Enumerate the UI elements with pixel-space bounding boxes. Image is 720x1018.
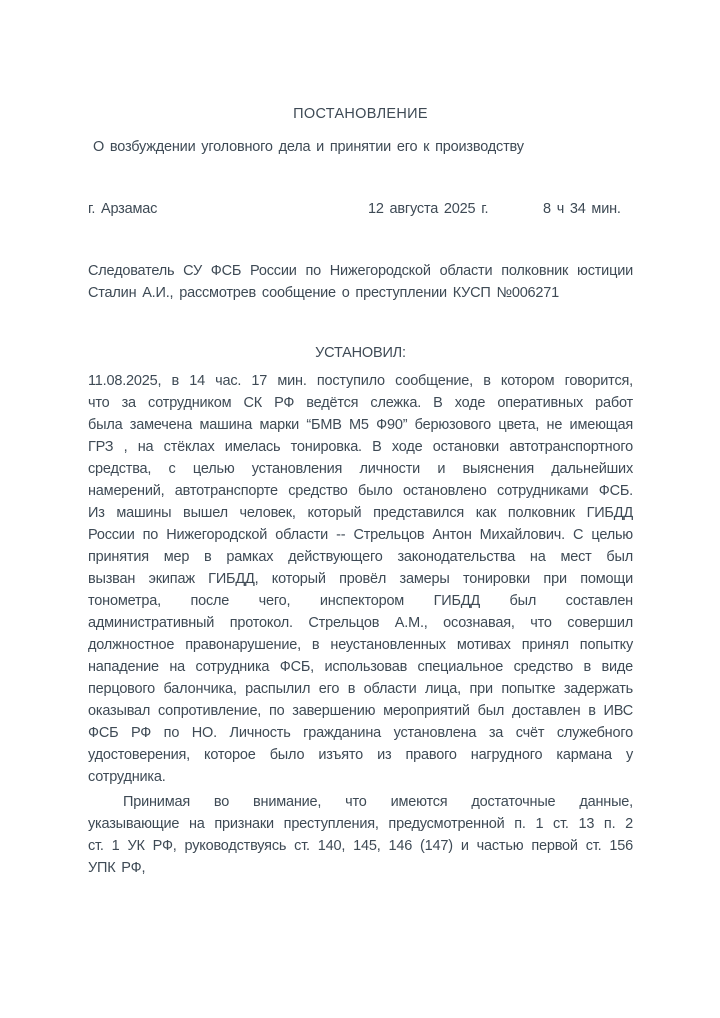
text-line: России по Нижегородской области -- Стрельцов Антон Михайлович. С целью xyxy=(88,527,633,543)
text-line: перцового балончика, распылил его в области лица, при попытке задержать xyxy=(88,681,633,697)
dateline-date: 12 августа 2025 г. xyxy=(368,201,489,217)
body-paragraph xyxy=(88,370,633,788)
body-paragraphs xyxy=(88,370,633,879)
text-line: ФСБ РФ по НО. Личность гражданина установлена за счёт служебного xyxy=(88,725,633,741)
text-line: вызван экипаж ГИБДД, который провёл замеры тонировки при помощи xyxy=(88,571,633,587)
text-line: указывающие на признаки преступления, предусмотренной п. 1 ст. 13 п. 2 xyxy=(88,816,633,832)
text-line: была замечена машина марки “БМВ М5 Ф90” берюзового цвета, не имеющая xyxy=(88,417,633,433)
text-line: Принимая во внимание, что имеются достаточные данные, xyxy=(123,794,633,810)
text-line: Сталин А.И., рассмотрев сообщение о преступлении КУСП №006271 xyxy=(88,285,560,301)
text-line: административный протокол. Стрельцов А.М., осознавая, что совершил xyxy=(88,615,633,631)
dateline-place: г. Арзамас xyxy=(88,201,158,217)
document-subtitle: О возбуждении уголовного дела и принятии его к производству xyxy=(93,139,524,155)
dateline-time: 8 ч 34 мин. xyxy=(543,201,621,217)
body-paragraph xyxy=(88,791,633,879)
text-line: 11.08.2025, в 14 час. 17 мин. поступило сообщение, в котором говорится, xyxy=(88,373,633,389)
text-line: нападение на сотрудника ФСБ, использовав специальное средство в виде xyxy=(88,659,633,675)
intro-paragraph xyxy=(88,260,633,304)
text-line: сотрудника. xyxy=(88,769,166,785)
text-line: ГРЗ , на стёклах имелась тонировка. В ходе остановки автотранспортного xyxy=(88,439,633,455)
section-heading: УСТАНОВИЛ: xyxy=(315,345,406,361)
text-line: принятия мер в рамках действующего законодательства на мест был xyxy=(88,549,633,565)
text-line: тонометра, после чего, инспектором ГИБДД был составлен xyxy=(88,593,633,609)
text-line: намерений, автотранспорте средство было остановлено сотрудниками ФСБ. xyxy=(88,483,633,499)
text-line: что за сотрудником СК РФ ведётся слежка. В ходе оперативных работ xyxy=(88,395,633,411)
document-title: ПОСТАНОВЛЕНИЕ xyxy=(293,106,428,122)
dateline xyxy=(88,198,633,220)
text-line: Из машины вышел человек, который представился как полковник ГИБДД xyxy=(88,505,633,521)
text-line: удостоверения, которое было изъято из правого нагрудного кармана у xyxy=(88,747,633,763)
text-line: ст. 1 УК РФ, руководствуясь ст. 140, 145, 146 (147) и частью первой ст. 156 xyxy=(88,838,633,854)
text-line: средства, с целью установления личности и выяснения дальнейших xyxy=(88,461,633,477)
text-line: Следователь СУ ФСБ России по Нижегородской области полковник юстиции xyxy=(88,263,633,279)
text-line: оказывал сопротивление, по завершению мероприятий был доставлен в ИВС xyxy=(88,703,633,719)
text-line: УПК РФ, xyxy=(88,860,146,876)
text-line: должностное правонарушение, в неустановленных мотивах принял попытку xyxy=(88,637,633,653)
